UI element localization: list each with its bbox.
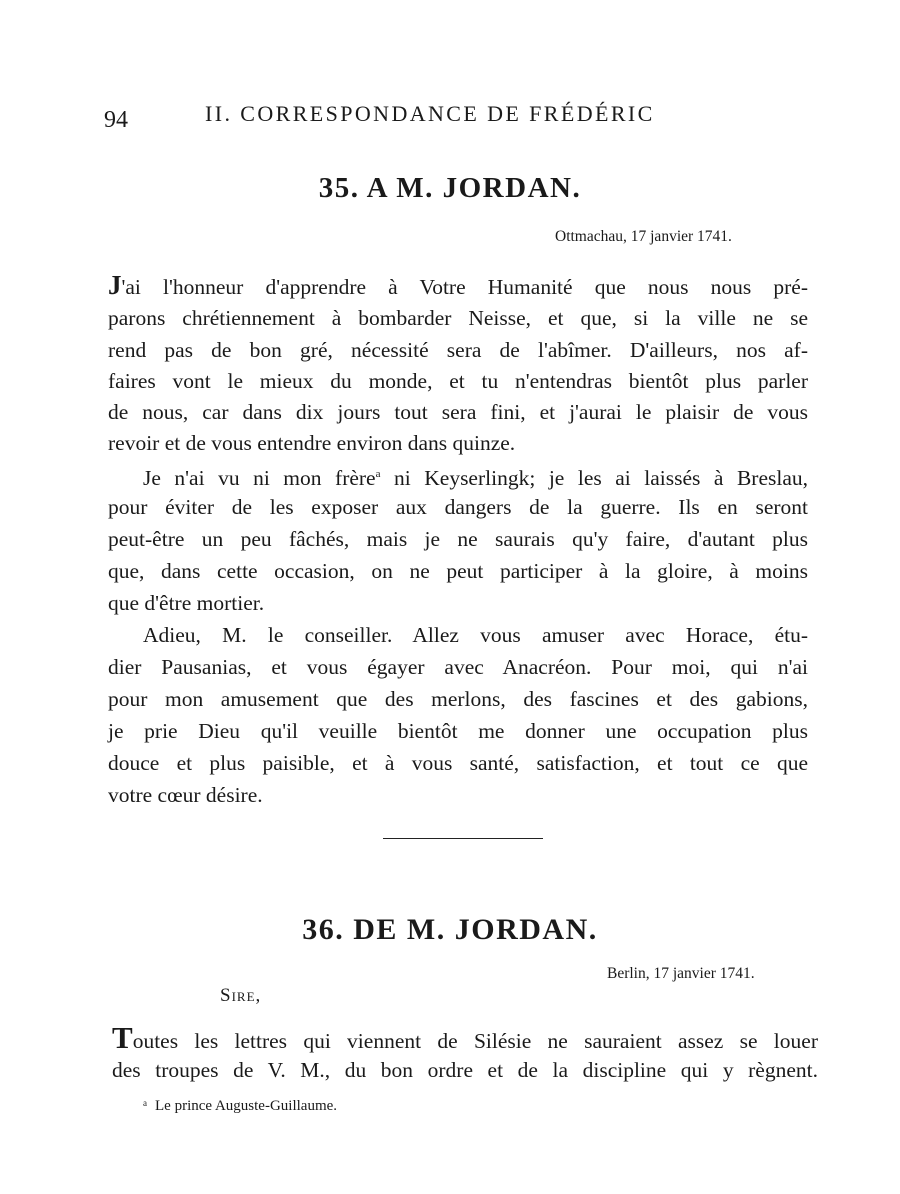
footnote-marker: a [375,468,381,480]
letter-35-line-17: votre cœur désire. [108,783,263,807]
drop-cap: J [108,270,122,300]
letter-35-line-10: que, dans cette occasion, on ne peut participer à la gloire, à moins [108,559,808,583]
letter-35-line-8: pour éviter de les exposer aux dangers de la guerre. Ils en seront [108,495,808,519]
letter-35-line-12: Adieu, M. le conseiller. Allez vous amuser avec Horace, étu- [143,623,808,647]
footnote-marker: a [143,1098,147,1108]
letter-36-line-1: Toutes les lettres qui viennent de Silésie ne sauraient assez se louer [112,1020,818,1055]
letter-35-line-3: rend pas de bon gré, nécessité sera de l'abîmer. D'ailleurs, nos af- [108,338,808,362]
letter-35-line-6: revoir et de vous entendre environ dans quinze. [108,431,516,455]
letter-35-line-2: parons chrétiennement à bombarder Neisse, et que, si la ville ne se [108,306,808,330]
letter-35-line-5: de nous, car dans dix jours tout sera fini, et j'aurai le plaisir de vous [108,400,808,424]
letter-35-place-date: Ottmachau, 17 janvier 1741. [555,228,732,245]
letter-35-line-11: que d'être mortier. [108,591,265,615]
letter-36-line-2: des troupes de V. M., du bon ordre et de la discipline qui y règnent. [112,1058,818,1082]
running-title: II. CORRESPONDANCE DE FRÉDÉRIC [205,101,655,126]
letter-35-line-14: pour mon amusement que des merlons, des fascines et des gabions, [108,687,808,711]
letter-35-line-1: J'ai l'honneur d'apprendre à Votre Humanité que nous nous pré- [108,270,808,300]
footnote-text: Le prince Auguste-Guillaume. [155,1098,338,1114]
section-divider [383,838,543,839]
page-number: 94 [104,107,128,133]
drop-cap: T [112,1020,133,1055]
letter-35-line-7: Je n'ai vu ni mon frère$^a$ ni Keyserlingk; je les ai laissés à Breslau, [143,466,808,490]
letter-36-place-date: Berlin, 17 janvier 1741. [607,965,755,982]
letter-35-line-15: je prie Dieu qu'il veuille bientôt me donner une occupation plus [108,719,808,743]
letter-35-line-9: peut-être un peu fâchés, mais je ne saurais qu'y faire, d'autant plus [108,527,808,551]
letter-35-title: 35. A M. JORDAN. [318,172,582,204]
letter-36-title: 36. DE M. JORDAN. [302,913,598,946]
letter-35-line-4: faires vont le mieux du monde, et tu n'entendras bientôt plus parler [108,369,808,393]
footnote [143,1098,337,1115]
letter-35-line-13: dier Pausanias, et vous égayer avec Anacréon. Pour moi, qui n'ai [108,655,808,679]
salutation: Sire, [220,985,262,1006]
letter-35-line-16: douce et plus paisible, et à vous santé, satisfaction, et tout ce que [108,751,808,775]
